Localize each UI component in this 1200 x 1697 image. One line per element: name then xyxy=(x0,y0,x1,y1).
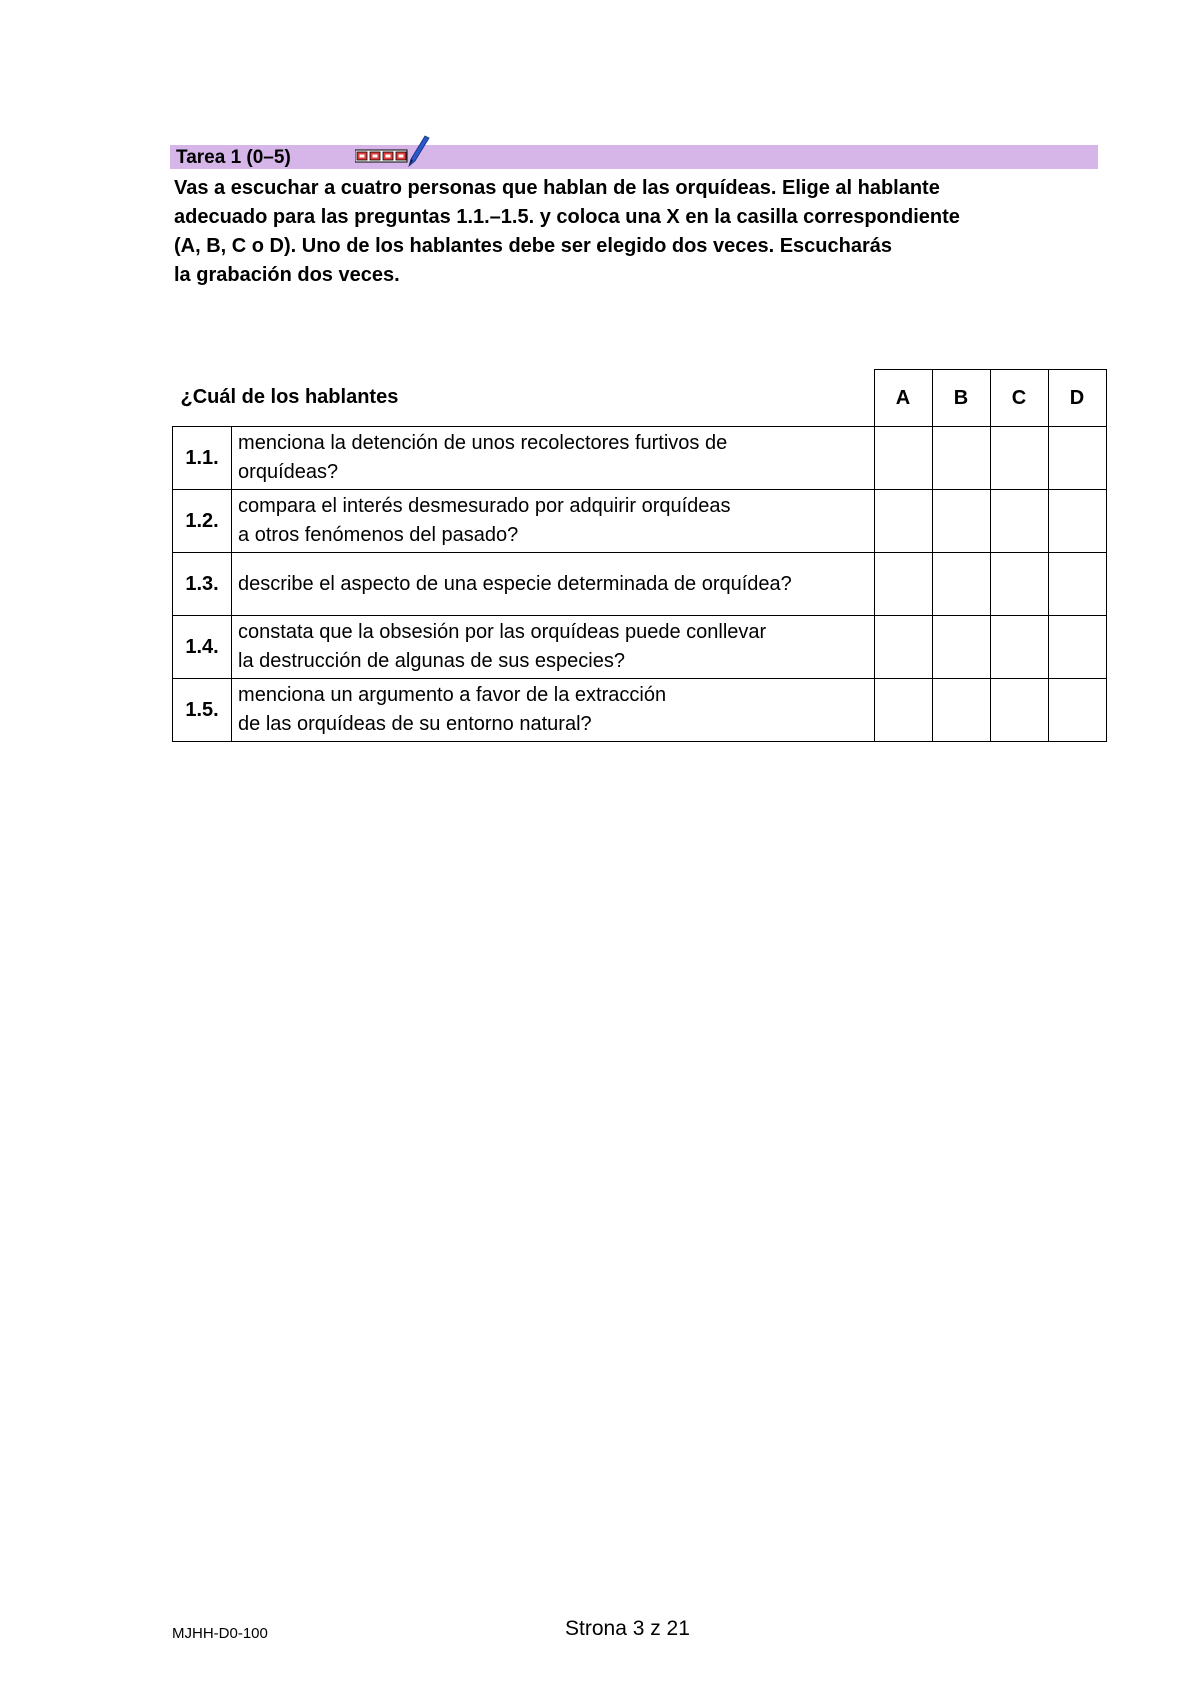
table-row xyxy=(173,553,1107,616)
task-instructions xyxy=(174,174,1094,290)
table-question-header: ¿Cuál de los hablantes xyxy=(180,386,399,409)
answer-box-c[interactable] xyxy=(990,679,1048,742)
answer-box-d[interactable] xyxy=(1048,679,1106,742)
answer-table xyxy=(172,369,1107,742)
instruction-line: (A, B, C o D). Uno de los hablantes debe ser elegido dos veces. Escucharás xyxy=(174,235,892,257)
question-number: 1.1. xyxy=(173,427,232,490)
answer-box-b[interactable] xyxy=(932,679,990,742)
question-text xyxy=(232,553,874,616)
instruction-line: Vas a escuchar a cuatro personas que hablan de las orquídeas. Elige al hablante xyxy=(174,177,940,199)
question-text xyxy=(232,490,874,553)
answer-box-c[interactable] xyxy=(990,427,1048,490)
question-line: compara el interés desmesurado por adquirir orquídeas xyxy=(238,495,731,517)
page-number: Strona 3 z 21 xyxy=(565,1617,690,1640)
question-line: de las orquídeas de su entorno natural? xyxy=(238,713,592,735)
exam-code: MJHH-D0-100 xyxy=(172,1625,268,1642)
answer-box-c[interactable] xyxy=(990,616,1048,679)
column-header-d: D xyxy=(1048,370,1106,427)
question-text xyxy=(232,679,874,742)
table-row xyxy=(173,679,1107,742)
question-line: menciona la detención de unos recolectores furtivos de xyxy=(238,432,728,454)
answer-box-d[interactable] xyxy=(1048,427,1106,490)
question-text xyxy=(232,616,874,679)
answer-box-c[interactable] xyxy=(990,553,1048,616)
answer-grid-pen-icon xyxy=(355,133,435,169)
task-header-bar xyxy=(170,145,1098,169)
column-header-b: B xyxy=(932,370,990,427)
question-number: 1.2. xyxy=(173,490,232,553)
answer-box-a[interactable] xyxy=(874,490,932,553)
answer-box-a[interactable] xyxy=(874,553,932,616)
question-number: 1.4. xyxy=(173,616,232,679)
column-header-a: A xyxy=(874,370,932,427)
answer-box-a[interactable] xyxy=(874,679,932,742)
question-line: la destrucción de algunas de sus especies? xyxy=(238,650,625,672)
table-header-row xyxy=(173,370,1107,427)
question-number: 1.3. xyxy=(173,553,232,616)
question-line: a otros fenómenos del pasado? xyxy=(238,524,519,546)
table-row xyxy=(173,427,1107,490)
question-line: constata que la obsesión por las orquídeas puede conllevar xyxy=(238,621,767,643)
answer-box-b[interactable] xyxy=(932,427,990,490)
answer-box-b[interactable] xyxy=(932,553,990,616)
question-text xyxy=(232,427,874,490)
answer-box-a[interactable] xyxy=(874,427,932,490)
answer-box-d[interactable] xyxy=(1048,553,1106,616)
table-row xyxy=(173,616,1107,679)
answer-box-b[interactable] xyxy=(932,490,990,553)
answer-box-b[interactable] xyxy=(932,616,990,679)
instruction-line: la grabación dos veces. xyxy=(174,264,400,286)
instruction-line: adecuado para las preguntas 1.1.–1.5. y coloca una X en la casilla correspondiente xyxy=(174,206,960,228)
answer-box-c[interactable] xyxy=(990,490,1048,553)
answer-box-d[interactable] xyxy=(1048,490,1106,553)
answer-box-a[interactable] xyxy=(874,616,932,679)
question-line: orquídeas? xyxy=(238,461,339,483)
column-header-c: C xyxy=(990,370,1048,427)
question-number: 1.5. xyxy=(173,679,232,742)
task-title: Tarea 1 (0–5) xyxy=(176,147,291,168)
table-row xyxy=(173,490,1107,553)
question-line: menciona un argumento a favor de la extracción xyxy=(238,684,667,706)
question-line: describe el aspecto de una especie determinada de orquídea? xyxy=(238,572,792,595)
answer-box-d[interactable] xyxy=(1048,616,1106,679)
